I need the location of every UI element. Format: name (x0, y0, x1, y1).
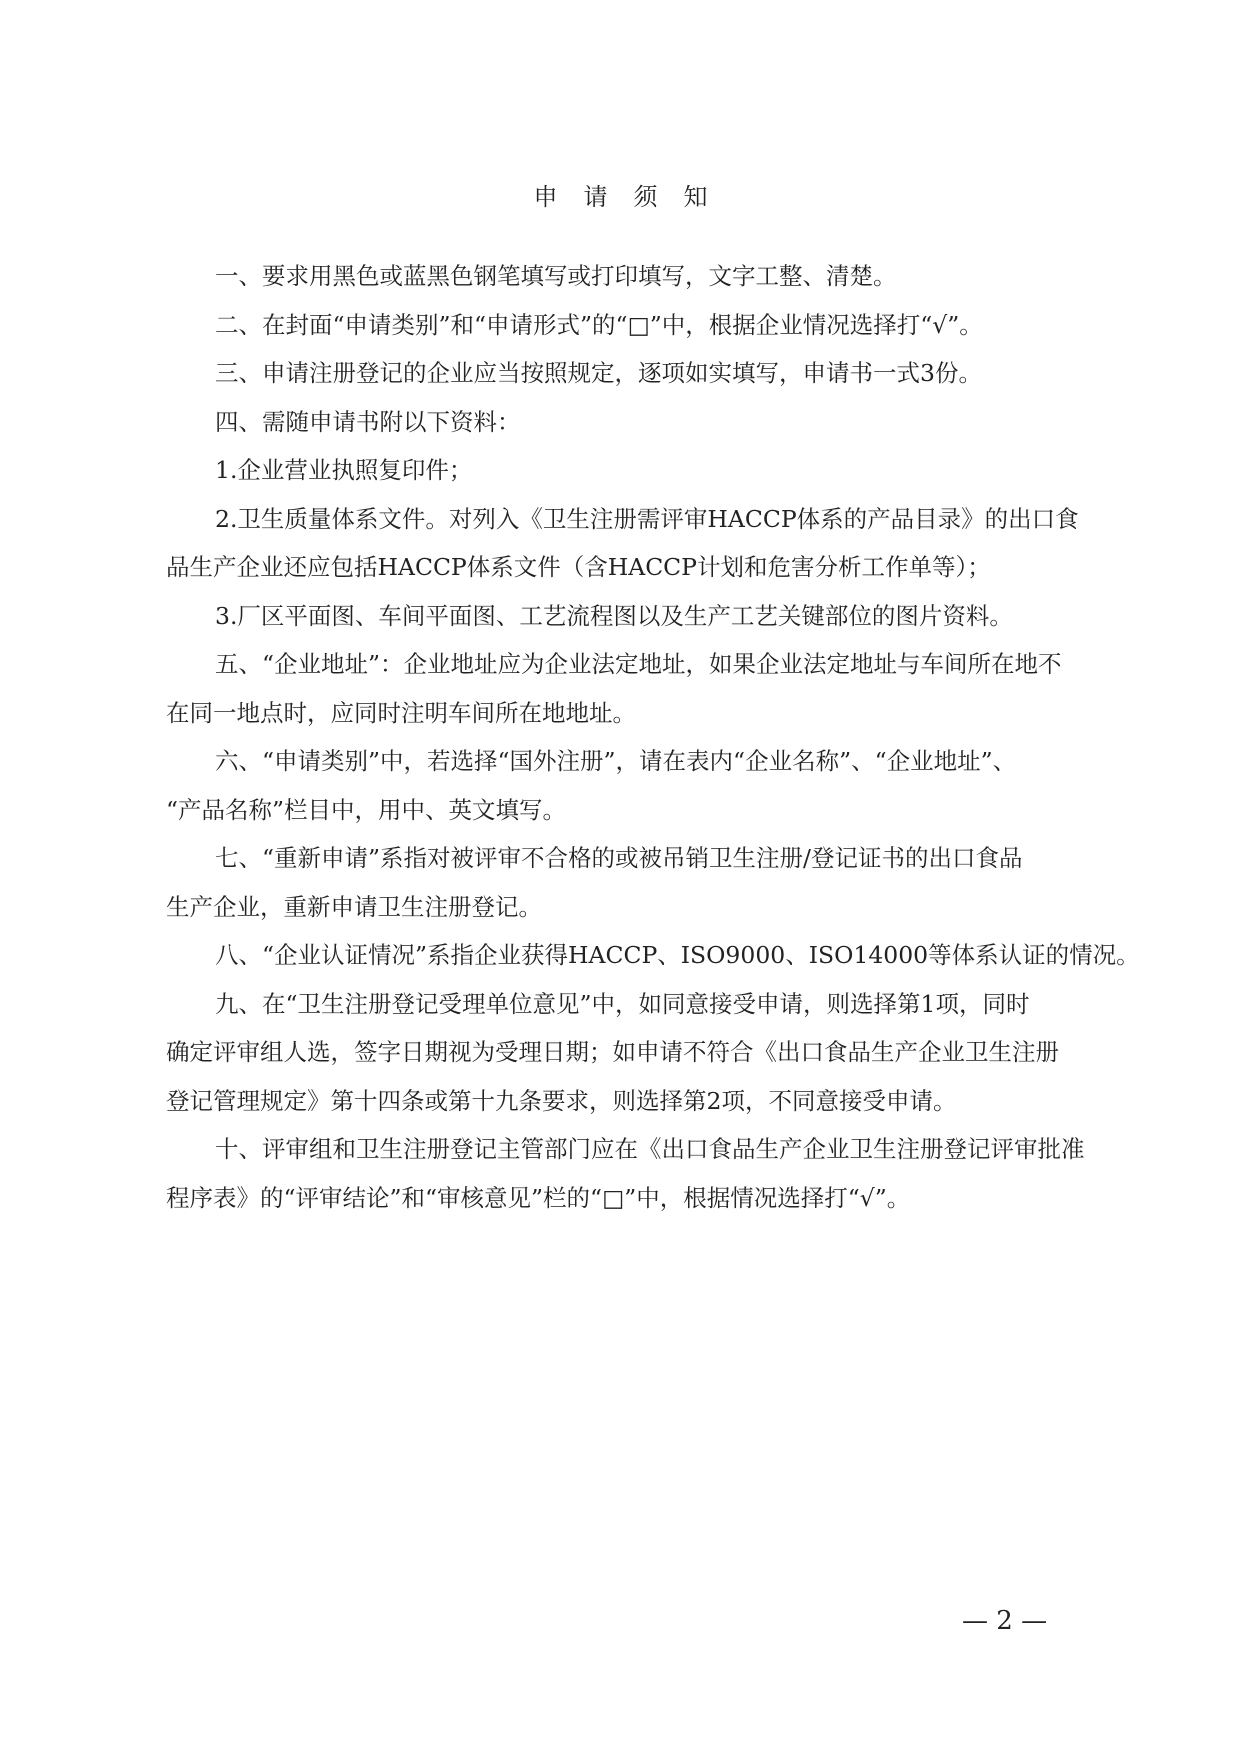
notice-line: 1.企业营业执照复印件； (215, 456, 473, 484)
notice-line: 在同一地点时，应同时注明车间所在地地址。 (166, 698, 636, 727)
page-number: — 2 — (962, 1606, 1048, 1636)
notice-body (166, 252, 1140, 1222)
notice-line: 生产企业，重新申请卫生注册登记。 (166, 892, 542, 921)
notice-item-1 (166, 252, 1108, 301)
notice-item-9 (166, 980, 1108, 1126)
notice-line: 七、“重新申请”系指对被评审不合格的或被吊销卫生注册/登记证书的出口食品 (215, 844, 1023, 872)
notice-item-8 (166, 931, 1140, 980)
notice-line: 一、要求用黑色或蓝黑色钢笔填写或打印填写，文字工整、清楚。 (215, 262, 897, 290)
notice-item-3 (166, 349, 1108, 398)
notice-item-7 (166, 834, 1108, 931)
notice-line: 程序表》的“评审结论”和“审核意见”栏的“□”中，根据情况选择打“√”。 (166, 1183, 911, 1212)
notice-subitem-3 (166, 592, 1108, 641)
notice-line: 五、“企业地址”：企业地址应为企业法定地址，如果企业法定地址与车间所在地不 (215, 650, 1062, 678)
notice-item-2 (166, 301, 1108, 350)
notice-line: 九、在“卫生注册登记受理单位意见”中，如同意接受申请，则选择第1项，同时 (215, 989, 1030, 1018)
notice-line: 3.厂区平面图、车间平面图、工艺流程图以及生产工艺关键部位的图片资料。 (215, 601, 1013, 630)
notice-line: 六、“申请类别”中，若选择“国外注册”，请在表内“企业名称”、“企业地址”、 (215, 747, 1017, 775)
notice-item-4 (166, 398, 1108, 447)
notice-line: 2.卫生质量体系文件。对列入《卫生注册需评审HACCP体系的产品目录》的出口食 (215, 504, 1079, 533)
notice-line: 四、需随申请书附以下资料： (215, 407, 521, 436)
notice-line: 确定评审组人选，签字日期视为受理日期；如申请不符合《出口食品生产企业卫生注册 (166, 1038, 1059, 1066)
notice-subitem-1 (166, 446, 1108, 495)
notice-item-6 (166, 737, 1108, 834)
notice-line: 八、“企业认证情况”系指企业获得HACCP、ISO9000、ISO14000等体系认证的情况。 (215, 941, 1140, 969)
notice-line: 二、在封面“申请类别”和“申请形式”的“□”中，根据企业情况选择打“√”。 (215, 310, 983, 339)
page-title: 申请须知 (533, 183, 734, 211)
notice-line: 十、评审组和卫生注册登记主管部门应在《出口食品生产企业卫生注册登记评审批准 (215, 1135, 1085, 1163)
notice-subitem-2 (166, 495, 1108, 592)
notice-item-5 (166, 640, 1108, 737)
notice-line: 品生产企业还应包括HACCP体系文件（含HACCP计划和危害分析工作单等）； (166, 553, 991, 581)
notice-item-10 (166, 1125, 1108, 1222)
notice-line: 三、申请注册登记的企业应当按照规定，逐项如实填写，申请书一式3份。 (215, 359, 982, 387)
notice-line: 登记管理规定》第十四条或第十九条要求，则选择第2项，不同意接受申请。 (166, 1086, 957, 1115)
notice-line: “产品名称”栏目中，用中、英文填写。 (166, 795, 567, 824)
